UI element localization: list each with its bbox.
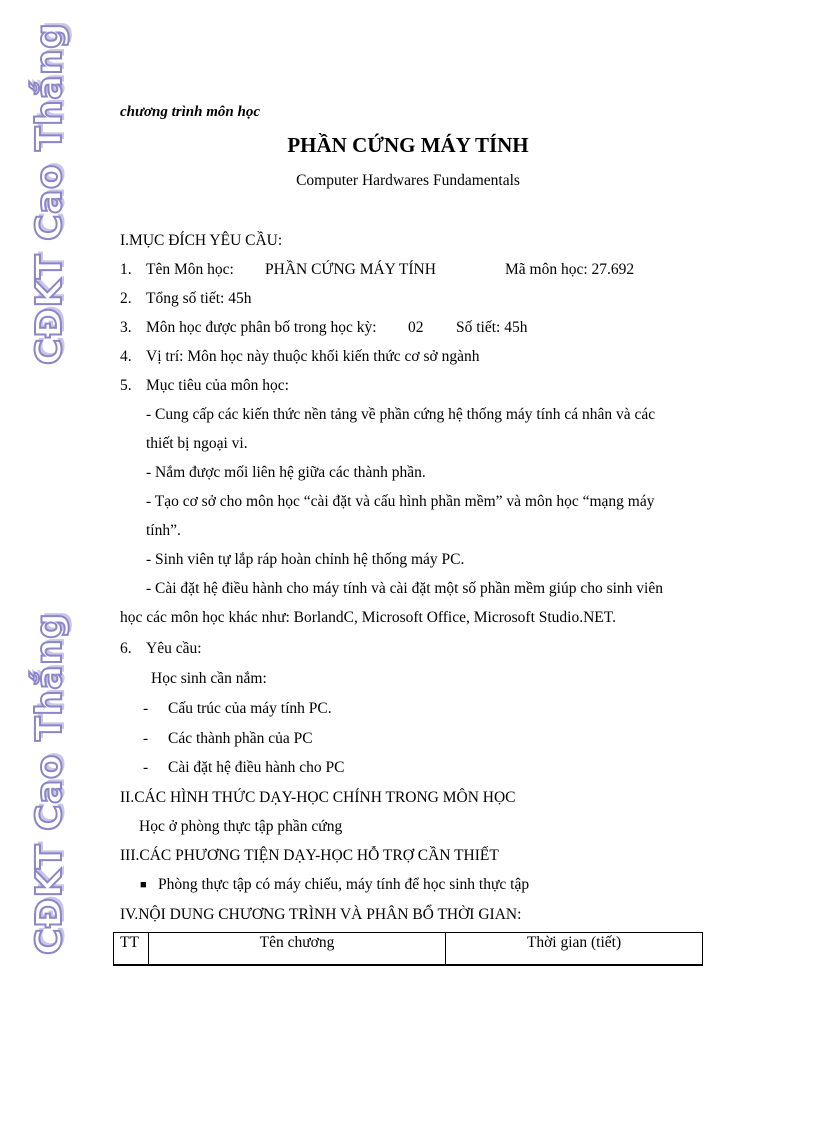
item5-number: 5. [120,377,132,394]
section4-heading: IV.NỘI DUNG CHƯƠNG TRÌNH VÀ PHÂN BỔ THỜI GIAN: [120,906,522,923]
item3-hours: Số tiết: 45h [456,319,528,336]
item2-text: Tổng số tiết: 45h [146,290,252,307]
item3-number: 3. [120,319,132,336]
item1-value: PHẦN CỨNG MÁY TÍNH [265,261,436,278]
table-header-chapter: Tên chương [149,933,446,966]
requirement-item: Cài đặt hệ điều hành cho PC [168,759,345,776]
schedule-table [113,932,703,966]
objective-1-line1: - Cung cấp các kiến thức nền tảng về phần cứng hệ thống máy tính cá nhân và các [146,406,656,423]
section2-heading: II.CÁC HÌNH THỨC DẠY-HỌC CHÍNH TRONG MÔN HỌC [120,789,516,806]
section1-heading: I.MỤC ĐÍCH YÊU CẦU: [120,232,283,249]
item5-text: Mục tiêu của môn học: [146,377,289,394]
item4-number: 4. [120,348,132,365]
requirement-dash: - [143,730,149,747]
watermark-top: CĐKT Cao Thắng [29,22,70,365]
document-title: PHẦN CỨNG MÁY TÍNH [287,133,529,157]
item6-number: 6. [120,640,132,657]
objective-3-line2: tính”. [146,522,181,539]
item3-semester: 02 [408,319,424,336]
item1-code: Mã môn học: 27.692 [505,261,635,278]
requirement-item: Cấu trúc của máy tính PC. [168,700,332,717]
table-header-time: Thời gian (tiết) [446,933,703,966]
requirement-dash: - [143,700,149,717]
table-header-row [114,933,703,966]
watermark-bottom: CĐKT Cao Thắng [29,612,70,955]
item1-label: Tên Môn học: [146,261,234,278]
objective-5-line2: học các môn học khác như: BorlandC, Microsoft Office, Microsoft Studio.NET. [120,609,616,626]
item6-text: Yêu cầu: [146,640,202,657]
item1-number: 1. [120,261,132,278]
objective-2: - Nắm được mối liên hệ giữa các thành phần. [146,464,426,481]
requirement-item: Các thành phần của PC [168,730,313,747]
table-header-tt: TT [114,933,149,966]
section3-bullet-text: Phòng thực tập có máy chiếu, máy tính để học sinh thực tập [158,876,530,893]
english-title: Computer Hardwares Fundamentals [296,172,520,189]
item2-number: 2. [120,290,132,307]
requirement-dash: - [143,759,149,776]
square-bullet-icon: ■ [140,879,147,891]
document-subtitle: chương trình môn học [120,104,260,120]
objective-1-line2: thiết bị ngoại vi. [146,435,248,452]
item4-text: Vị trí: Môn học này thuộc khối kiến thức cơ sở ngành [146,348,480,365]
objective-5-line1: - Cài đặt hệ điều hành cho máy tính và cài đặt một số phần mềm giúp cho sinh viên [146,580,663,597]
requirements-intro: Học sinh cần nắm: [151,670,267,687]
section3-heading: III.CÁC PHƯƠNG TIỆN DẠY-HỌC HỖ TRỢ CẦN THIẾT [120,847,499,864]
objective-3-line1: - Tạo cơ sở cho môn học “cài đặt và cấu hình phần mềm” và môn học “mạng máy [146,493,655,510]
item3-text: Môn học được phân bố trong học kỳ: [146,319,377,336]
section2-text: Học ở phòng thực tập phần cứng [139,818,343,835]
objective-4: - Sinh viên tự lắp ráp hoàn chỉnh hệ thống máy PC. [146,551,465,568]
